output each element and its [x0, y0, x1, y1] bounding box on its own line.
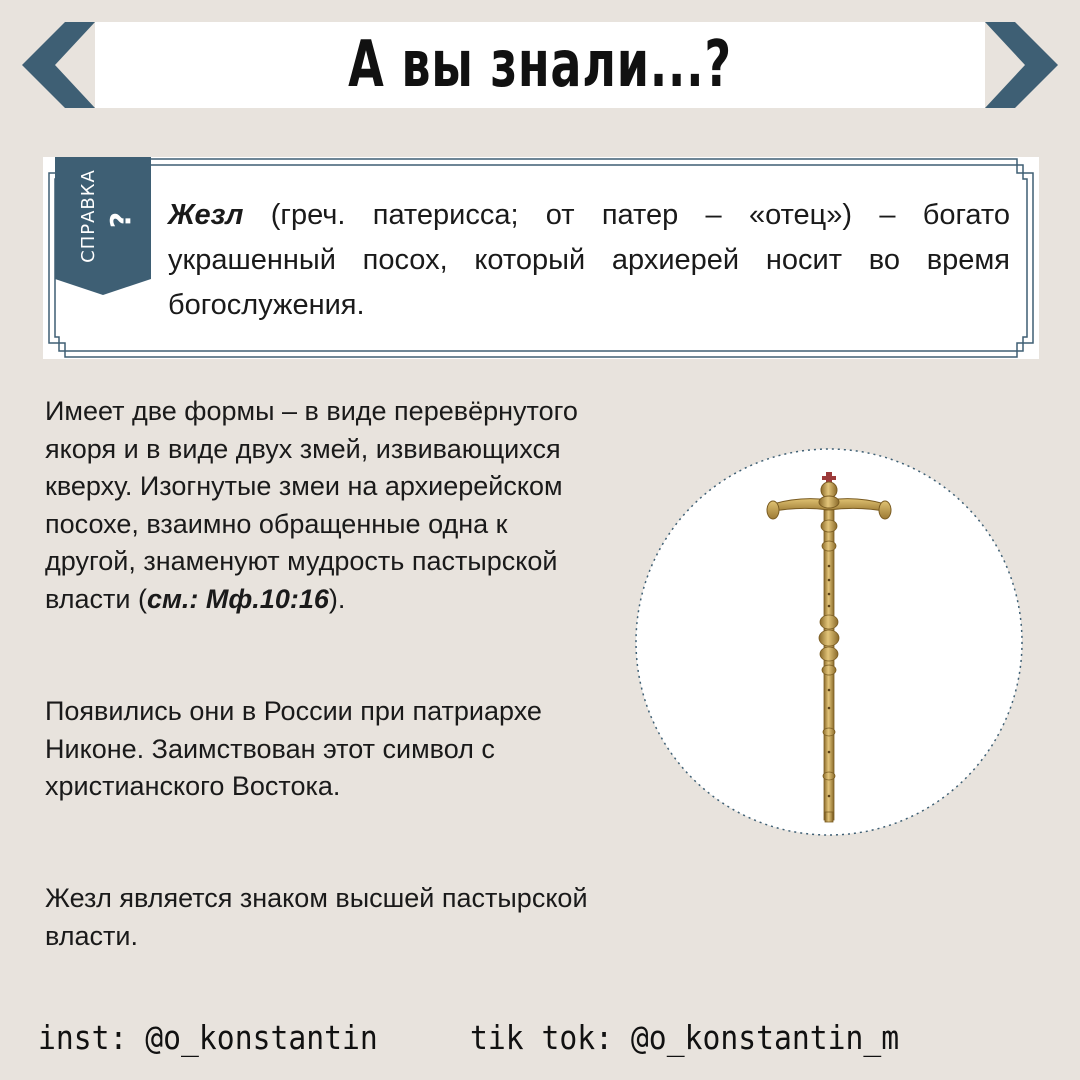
bishop-staff-icon [633, 446, 1025, 838]
reference-box [43, 157, 1039, 359]
title-banner [0, 0, 1080, 130]
paragraph-forms [45, 393, 605, 618]
instagram-handle: inst: @o_konstantin [38, 1018, 378, 1057]
paragraph-forms-text: Имеет две формы – в виде перевёрнутого якоря и в виде двух змей, извивающихся кверху. Изогнутые змеи на архиерейском посохе, взаимно обращенные одна к другой, знаменуют мудрость пастырской власти ( [45, 396, 578, 614]
reference-text [168, 193, 1010, 328]
page-title: А вы знали...? [348, 28, 732, 102]
paragraph-forms-end: ). [328, 583, 346, 614]
reference-ribbon [55, 157, 151, 295]
reference-definition: (греч. патерисса; от патер – «отец») – богато украшенный посох, который архиерей носит во время богослужения. [168, 199, 1010, 321]
tiktok-handle: tik tok: @o_konstantin_m [470, 1018, 900, 1057]
chevron-right-icon [985, 22, 1058, 108]
paragraph-meaning: Жезл является знаком высшей пастырской власти. [45, 883, 588, 951]
chevron-left-icon [22, 22, 95, 108]
paragraph-history: Появились они в России при патриархе Никоне. Заимствован этот символ с христианского Востока. [45, 696, 542, 801]
illustration-circle [633, 446, 1025, 838]
scripture-reference: см.: Мф.10:16 [146, 583, 329, 614]
question-icon: ? [103, 211, 137, 229]
reference-term: Жезл [168, 199, 244, 231]
ribbon-label: СПРАВКА [77, 169, 99, 263]
